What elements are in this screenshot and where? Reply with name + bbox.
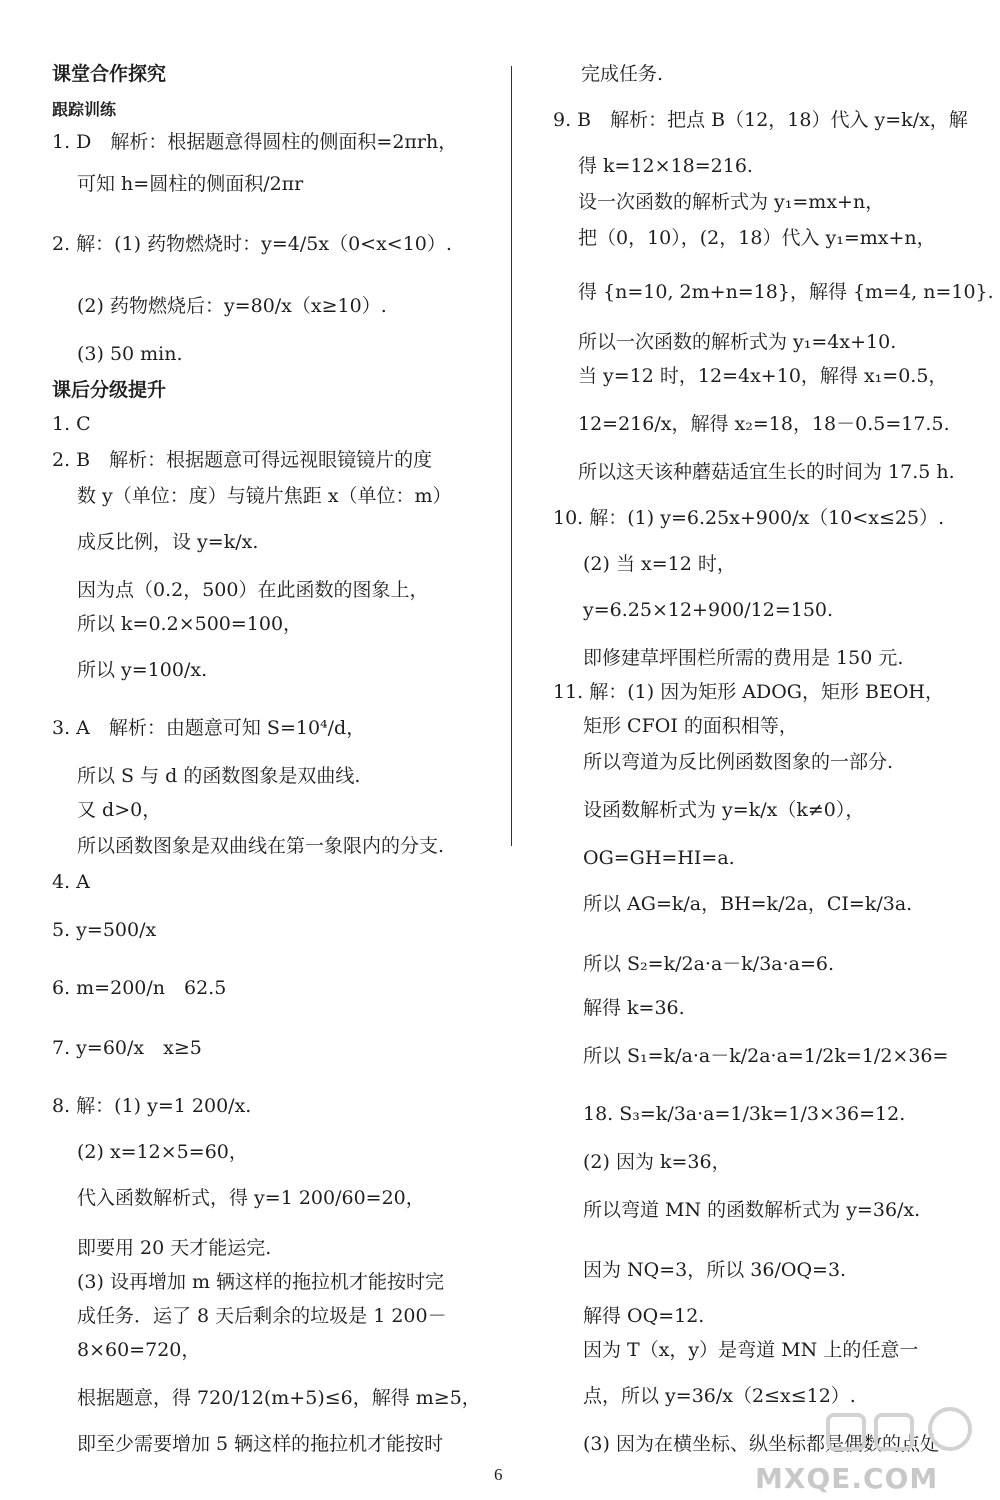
answer-line: 10. 解：(1) y=6.25x+900/x（10<x≤25）. xyxy=(553,507,945,529)
page-number: 6 xyxy=(494,1465,503,1484)
answer-line: 设函数解析式为 y=k/x（k≠0）， xyxy=(583,799,865,821)
answer-line: 矩形 CFOI 的面积相等， xyxy=(583,715,798,737)
answer-line: 完成任务. xyxy=(581,63,664,85)
answer-line: 所以一次函数的解析式为 y₁=4x+10. xyxy=(578,331,897,353)
answer-line: 6. m=200/n 62.5 xyxy=(52,977,227,999)
answer-line: (3) 设再增加 m 辆这样的拖拉机才能按时完 xyxy=(77,1271,445,1293)
answer-line: 2. B 解析：根据题意可得远视眼镜镜片的度 xyxy=(52,449,433,471)
column-divider xyxy=(511,66,512,846)
answer-line: 即至少需要增加 5 辆这样的拖拉机才能按时 xyxy=(77,1433,444,1455)
answer-line: 9. B 解析：把点 B（12，18）代入 y=k/x，解 xyxy=(553,109,968,131)
subheading-follow-up-training: 跟踪训练 xyxy=(52,100,117,119)
answer-line: 所以弯道为反比例函数图象的一部分. xyxy=(583,751,894,773)
section-heading-class-cooperation: 课堂合作探究 xyxy=(52,63,167,85)
answer-line: 即修建草坪围栏所需的费用是 150 元. xyxy=(583,647,904,669)
answer-line: 12=216/x，解得 x₂=18，18－0.5=17.5. xyxy=(578,413,950,435)
answer-line: 成任务．运了 8 天后剩余的垃圾是 1 200－ xyxy=(77,1305,447,1327)
answer-line: (2) 因为 k=36， xyxy=(583,1151,731,1173)
answer-line: 1. D 解析：根据题意得圆柱的侧面积=2πrh， xyxy=(52,131,458,153)
answer-line: 8×60=720， xyxy=(77,1339,201,1361)
answer-line: (2) 当 x=12 时， xyxy=(583,553,736,575)
answer-line: 可知 h=圆柱的侧面积/2πr xyxy=(77,173,304,195)
answer-line: 又 d>0， xyxy=(77,799,162,821)
answer-line: 所以 S 与 d 的函数图象是双曲线. xyxy=(77,765,361,787)
answer-line: 数 y（单位：度）与镜片焦距 x（单位：m） xyxy=(77,485,452,507)
answer-line: 1. C xyxy=(52,413,91,435)
answer-line: 设一次函数的解析式为 y₁=mx+n， xyxy=(578,191,885,213)
answer-line: 5. y=500/x xyxy=(52,919,157,941)
answer-line: 点，所以 y=36/x（2≤x≤12）. xyxy=(583,1385,856,1407)
answer-line: (3) 50 min. xyxy=(77,343,183,365)
answer-line: 得 k=12×18=216. xyxy=(578,155,753,177)
answer-line: 所以 S₂=k/2a·a－k/3a·a=6. xyxy=(583,953,835,975)
answer-line: (2) x=12×5=60， xyxy=(77,1141,248,1163)
answer-line: 把（0，10），(2，18）代入 y₁=mx+n， xyxy=(578,227,936,249)
watermark-text: MXQE.COM xyxy=(755,1462,939,1495)
answer-line: (3) 因为在横坐标、纵坐标都是偶数的点处 xyxy=(583,1433,939,1455)
answer-line: 2. 解：(1) 药物燃烧时：y=4/5x（0<x<10）. xyxy=(52,233,452,255)
answer-line: 3. A 解析：由题意可知 S=10⁴/d， xyxy=(52,717,366,739)
answer-line: 所以弯道 MN 的函数解析式为 y=36/x. xyxy=(583,1199,921,1221)
answer-line: 因为 NQ=3，所以 36/OQ=3. xyxy=(583,1259,847,1281)
answer-line: 所以这天该种蘑菇适宜生长的时间为 17.5 h. xyxy=(578,461,955,483)
answer-line: 所以函数图象是双曲线在第一象限内的分支. xyxy=(77,835,445,857)
answer-line: 即要用 20 天才能运完. xyxy=(77,1237,272,1259)
answer-line: 解得 OQ=12. xyxy=(583,1305,705,1327)
answer-line: 所以 S₁=k/a·a－k/2a·a=1/2k=1/2×36= xyxy=(583,1045,949,1067)
answer-line: y=6.25×12+900/12=150. xyxy=(583,599,834,621)
answer-line: 因为点（0.2，500）在此函数的图象上， xyxy=(77,579,429,601)
answer-line: 8. 解：(1) y=1 200/x. xyxy=(52,1095,252,1117)
answer-line: 4. A xyxy=(52,871,90,893)
answer-line: 所以 y=100/x. xyxy=(77,659,208,681)
section-heading-graded-improvement: 课后分级提升 xyxy=(52,379,167,401)
answer-line: 所以 AG=k/a，BH=k/2a，CI=k/3a. xyxy=(583,893,913,915)
answer-line: 18. S₃=k/3a·a=1/3k=1/3×36=12. xyxy=(583,1103,906,1125)
answer-line: 根据题意，得 720/12(m+5)≤6，解得 m≥5， xyxy=(77,1387,481,1409)
answer-line: 7. y=60/x x≥5 xyxy=(52,1037,202,1059)
answer-line: (2) 药物燃烧后：y=80/x（x≥10）. xyxy=(77,295,387,317)
watermark-logo-icon xyxy=(820,1405,980,1463)
answer-line: 得 {n=10, 2m+n=18}，解得 {m=4, n=10}. xyxy=(578,281,994,303)
answer-line: 所以 k=0.2×500=100， xyxy=(77,613,303,635)
answer-line: OG=GH=HI=a. xyxy=(583,847,735,869)
answer-line: 解得 k=36. xyxy=(583,997,685,1019)
answer-line: 成反比例，设 y=k/x. xyxy=(77,531,259,553)
answer-line: 当 y=12 时，12=4x+10，解得 x₁=0.5， xyxy=(578,365,948,387)
answer-line: 11. 解：(1) 因为矩形 ADOG，矩形 BEOH， xyxy=(553,681,944,703)
answer-line: 因为 T（x，y）是弯道 MN 上的任意一 xyxy=(583,1339,919,1361)
answer-line: 代入函数解析式，得 y=1 200/60=20， xyxy=(77,1187,425,1209)
